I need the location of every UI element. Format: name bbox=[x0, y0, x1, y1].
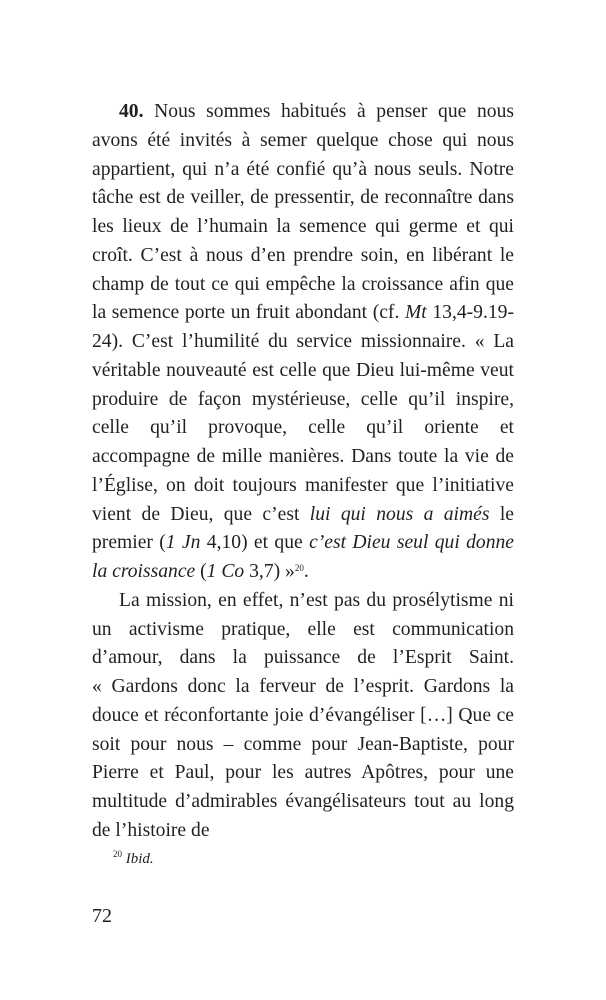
paragraph-text: ( bbox=[195, 561, 207, 582]
scripture-reference: Mt bbox=[404, 302, 427, 324]
paragraph-mission: La mission, en effet, n’est pas du prosélytisme ni un activisme pratique, elle est communication d’amour, dans la puissance de l’Esprit Saint. « Gardons donc la ferveur de l’esprit. Gardons la douce et réconfortante joie d’évangéliser […] Que ce soit pour nous – comme pour Jean-Baptiste, pour Pierre et Paul, pour les autres Apôtres, pour une multitude d’admirables évangélisateurs tout au long de l’histoire de bbox=[92, 589, 514, 841]
page-number: 72 bbox=[92, 905, 112, 927]
scripture-reference: 1 Co bbox=[206, 561, 245, 582]
footnote bbox=[113, 849, 154, 869]
paragraph-text: 13,4-9.19-24). C’est l’humilité du service missionnaire. « La véritable nouveauté est celle que Dieu lui-même veut produire de façon mystérieuse, celle qu’il inspire, celle qu’il provoque, celle qu’il oriente et accompagne de mille manières. Dans toute la vie de l’Église, on doit toujours manifester que l’initiative vient de Dieu, que c’est bbox=[92, 302, 514, 525]
paragraph-text: . bbox=[303, 561, 309, 582]
scripture-reference: 1 Jn bbox=[165, 532, 201, 554]
paragraph-number: 40. bbox=[119, 101, 144, 122]
footnote-text: Ibid. bbox=[125, 851, 154, 867]
paragraph-text: Nous sommes habitués à penser que nous avons été invités à semer quelque chose qui nous appartient, qui n’a été confié qu’à nous seuls. Notre tâche est de veiller, de pressentir, de reconnaître dans les lieux de l’humain la semence qui germe et qui croît. C’est à nous d’en prendre soin, en libérant le champ de tout ce qui empêche la croissance afin que la semence porte un fruit abondant (cf. bbox=[92, 101, 514, 324]
italic-quote: c’est Dieu seul qui donne la croissance bbox=[92, 532, 514, 582]
footnote-number: 20 bbox=[113, 849, 122, 859]
footnote-marker: 20 bbox=[294, 563, 304, 573]
paragraph-text: le premier ( bbox=[92, 503, 514, 554]
paragraph-text: 4,10) et que bbox=[200, 532, 310, 554]
italic-quote: lui qui nous a aimés bbox=[309, 503, 490, 525]
paragraph-text: 3,7) » bbox=[244, 561, 295, 582]
main-text bbox=[92, 98, 514, 846]
paragraph-40 bbox=[92, 98, 514, 587]
